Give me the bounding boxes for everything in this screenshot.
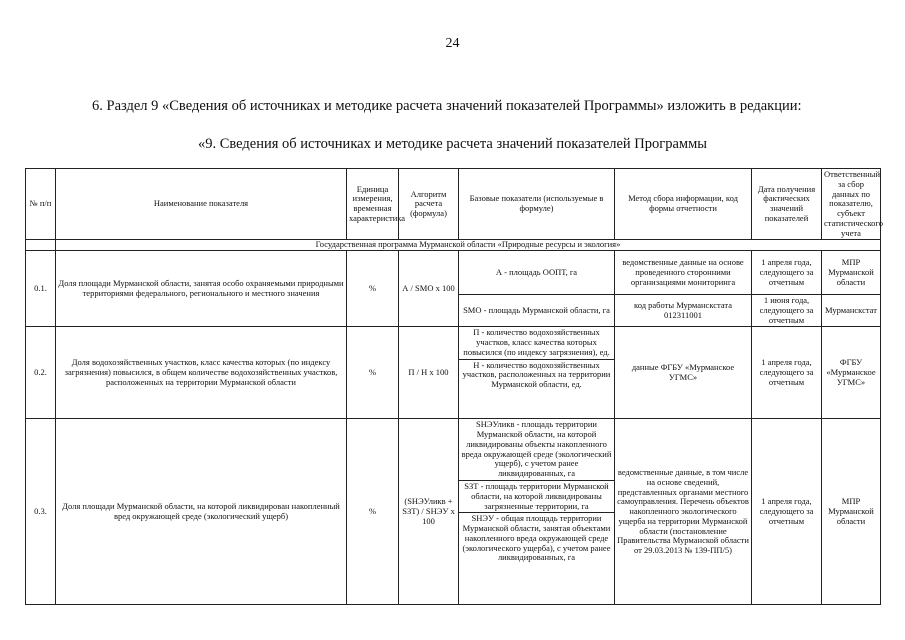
- formula: П / Н x 100: [399, 327, 459, 419]
- table-row: [26, 419, 881, 605]
- indicator-name: Доля площади Мурманской области, занятая особо охраняемыми природными территориями федерального, регионального и местного значения: [56, 251, 347, 327]
- formula: (SНЭУликв + SЗТ) / SНЭУ x 100: [399, 419, 459, 605]
- header-row: [26, 169, 881, 240]
- date-received: 1 апреля года, следующего за отчетным: [752, 327, 822, 419]
- intro-text: 6. Раздел 9 «Сведения об источниках и методике расчета значений показателей Программы» изложить в редакции:: [92, 98, 802, 114]
- table-row: [26, 327, 881, 419]
- row-number: 0.2.: [26, 327, 56, 419]
- table-row: [26, 251, 881, 295]
- indicator-name: Доля площади Мурманской области, на которой ликвидирован накопленный вред окружающей среде (экологический ущерб): [56, 419, 347, 605]
- col-header-method: Метод сбора информации, код формы отчетности: [615, 169, 752, 240]
- section-title: «9. Сведения об источниках и методике расчета значений показателей Программы: [197, 136, 708, 152]
- base-indicator: SЗТ - площадь территории Мурманской области, на которой ликвидированы загрязненные территории, га: [459, 481, 614, 513]
- col-header-date: Дата получения фактических значений показателей: [752, 169, 822, 240]
- responsible: МПР Мурманской области: [822, 419, 881, 605]
- collection-method: ведомственные данные, в том числе на основе сведений, представленных органами местного самоуправления. Перечень объектов накопленного экологического ущерба на территории Мурманской области (постановление Правительства Мурманской области от 29.03.2013 № 139-ПП/5): [615, 419, 752, 605]
- unit: %: [347, 327, 399, 419]
- col-header-unit: Единица измерения, временная характеристика: [347, 169, 399, 240]
- collection-method: ведомственные данные на основе проведенного сторонними организациями мониторинга: [615, 251, 752, 295]
- indicator-name: Доля водохозяйственных участков, класс качества которых (по индексу загрязнения) повысился, в общем количестве водохозяйственных участков, расположенных на территории Мурманской области: [56, 327, 347, 419]
- base-indicator: П - количество водохозяйственных участков, класс качества которых повысился (по индексу загрязнения), ед.: [459, 327, 614, 359]
- col-header-responsible: Ответственный за сбор данных по показателю, субъект статистического учета: [822, 169, 881, 240]
- base-indicator: Н - количество водохозяйственных участков, расположенных на территории Мурманской области, ед.: [462, 359, 611, 390]
- base-indicators: [459, 419, 615, 605]
- base-indicator: SMO - площадь Мурманской области, га: [459, 295, 615, 327]
- formula: А / SMO x 100: [399, 251, 459, 327]
- responsible: ФГБУ «Мурманское УГМС»: [822, 327, 881, 419]
- unit: %: [347, 251, 399, 327]
- responsible: Мурманскстат: [822, 295, 881, 327]
- unit: %: [347, 419, 399, 605]
- page-number: 24: [445, 36, 460, 51]
- row-number: 0.1.: [26, 251, 56, 327]
- collection-method: данные ФГБУ «Мурманское УГМС»: [615, 327, 752, 419]
- col-header-formula: Алгоритм расчета (формула): [399, 169, 459, 240]
- base-indicator: SНЭУликв - площадь территории Мурманской области, на которой ликвидированы объекты накопленного вреда окружающей среде (экологический ущерб), с учетом ранее ликвидированных, га: [459, 419, 614, 481]
- date-received: 1 апреля года, следующего за отчетным: [752, 251, 822, 295]
- date-received: 1 апреля года, следующего за отчетным: [752, 419, 822, 605]
- date-received: 1 июня года, следующего за отчетным: [752, 295, 822, 327]
- indicators-table: [25, 168, 881, 605]
- col-header-num: № п/п: [26, 169, 56, 240]
- collection-method: код работы Мурманскстата 012311001: [615, 295, 752, 327]
- program-row: [26, 240, 881, 251]
- row-number: 0.3.: [26, 419, 56, 605]
- base-indicators: [459, 327, 615, 419]
- base-indicator: А - площадь ООПТ, га: [459, 251, 615, 295]
- program-row-blank: [26, 240, 56, 251]
- base-indicator: SНЭУ - общая площадь территории Мурманской области, занятая объектами накопленного вреда окружающей среде (экологического ущерба), с учетом ранее ликвидированных, га: [462, 513, 611, 563]
- col-header-name: Наименование показателя: [56, 169, 347, 240]
- program-title: Государственная программа Мурманской области «Природные ресурсы и экология»: [56, 240, 881, 251]
- col-header-base: Базовые показатели (используемые в формуле): [459, 169, 615, 240]
- responsible: МПР Мурманской области: [822, 251, 881, 295]
